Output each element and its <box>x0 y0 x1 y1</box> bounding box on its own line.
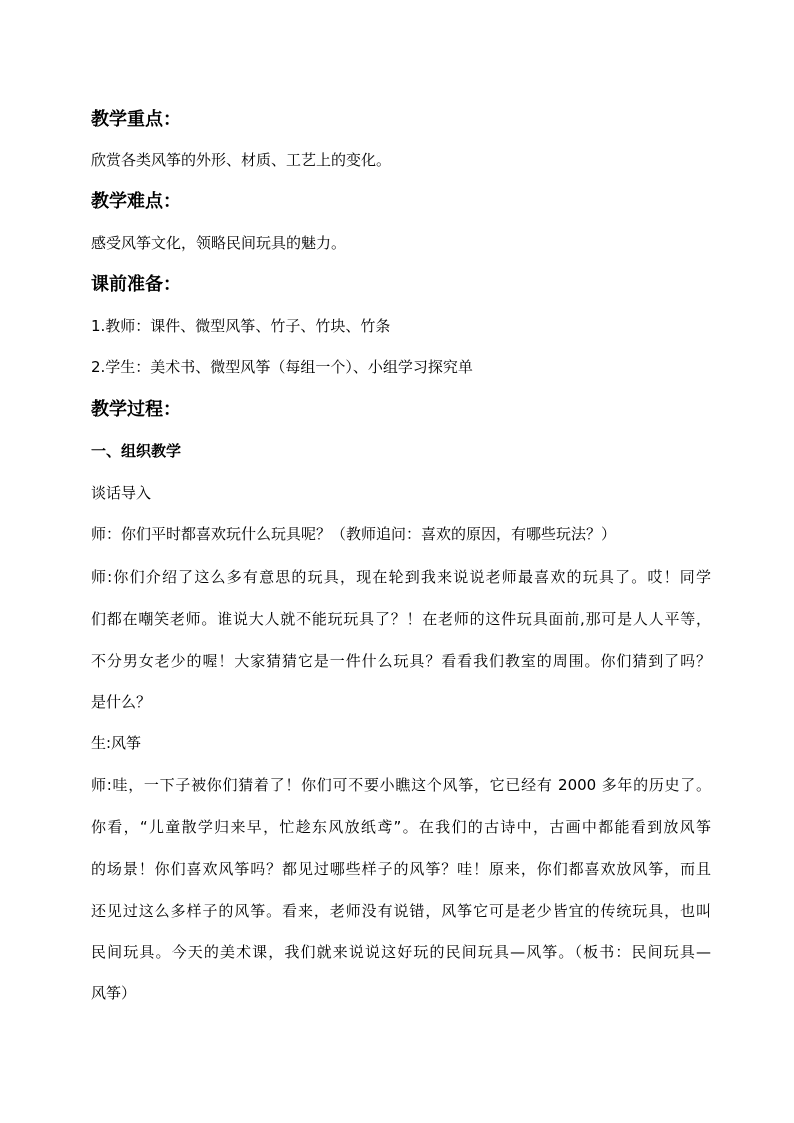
paragraph-line: 风筝） <box>91 984 137 1002</box>
difficulties-text: 感受风筝文化，领略民间玩具的魅力。 <box>91 234 347 252</box>
key-points-heading: 教学重点： <box>91 109 181 130</box>
process-step-1: 一、组织教学 <box>91 442 182 460</box>
paragraph-line: 师:哇，一下子被你们猜着了！你们可不要小瞧这个风筝，它已经有 2000 多年的历史了。 <box>91 776 711 794</box>
paragraph-line: 你看，“儿童散学归来早，忙趁东风放纸鸢”。在我们的古诗中，古画中都能看到放风筝 <box>91 818 711 836</box>
preparation-item-student: 2.学生：美术书、微型风筝（每组一个）、小组学习探究单 <box>91 358 473 376</box>
paragraph-line: 们都在嘲笑老师。谁说大人就不能玩玩具了？！在老师的这件玩具面前,那可是人人平等， <box>91 610 711 628</box>
paragraph-line: 还见过这么多样子的风筝。看来，老师没有说错，风筝它可是老少皆宜的传统玩具，也叫 <box>91 902 711 920</box>
paragraph-line: 生:风筝 <box>91 734 142 752</box>
paragraph-line: 的场景！你们喜欢风筝吗？都见过哪些样子的风筝？哇！原来，你们都喜欢放风筝，而且 <box>91 860 711 878</box>
preparation-item-teacher: 1.教师：课件、微型风筝、竹子、竹块、竹条 <box>91 317 391 335</box>
key-points-text: 欣赏各类风筝的外形、材质、工艺上的变化。 <box>91 151 392 169</box>
preparation-heading: 课前准备： <box>91 274 181 295</box>
paragraph-line: 是什么？ <box>91 693 152 711</box>
process-heading: 教学过程： <box>91 399 181 420</box>
paragraph-line: 师：你们平时都喜欢玩什么玩具呢？（教师追问：喜欢的原因，有哪些玩法？） <box>91 525 617 543</box>
paragraph-line: 民间玩具。今天的美术课，我们就来说说这好玩的民间玩具—风筝。（板书：民间玩具— <box>91 943 711 961</box>
paragraph-line: 谈话导入 <box>91 484 152 502</box>
paragraph-line: 师:你们介绍了这么多有意思的玩具，现在轮到我来说说老师最喜欢的玩具了。哎！同学 <box>91 568 711 586</box>
difficulties-heading: 教学难点： <box>91 191 181 212</box>
paragraph-line: 不分男女老少的喔！大家猜猜它是一件什么玩具？看看我们教室的周围。你们猜到了吗？ <box>91 652 711 670</box>
